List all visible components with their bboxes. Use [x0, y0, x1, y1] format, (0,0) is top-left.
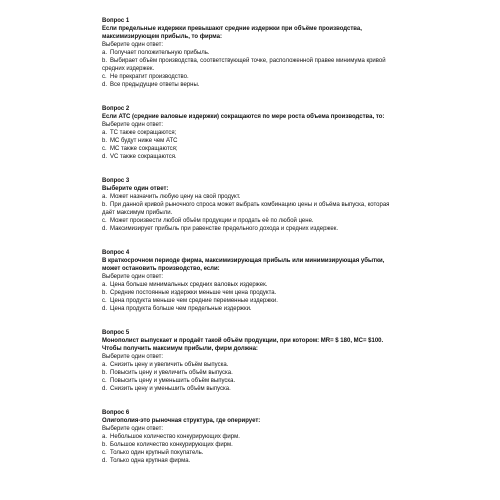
answer-prompt: Выберите один ответ: [102, 122, 164, 128]
option-text: Повысить цену и увеличить объём выпуска. [110, 370, 233, 376]
option-text: Не прекратит производство. [110, 74, 189, 80]
answer-prompt: Выберите один ответ: [102, 354, 164, 360]
option-letter: b. [102, 138, 108, 144]
answer-options [102, 361, 402, 393]
option-letter: c. [102, 74, 107, 80]
answer-option[interactable] [102, 49, 402, 57]
question-text: Монополист выпускает и продаёт такой объём продукции, при котором: MR= $ 180, MC= $100. Чтобы получить максимум прибыли, фирм должна: [102, 338, 384, 352]
answer-option[interactable] [102, 361, 402, 369]
option-text: Небольшое количество конкурирующих фирм. [110, 434, 240, 440]
question-number: Вопрос 5 [102, 330, 130, 336]
answer-option[interactable] [102, 297, 402, 305]
option-letter: c. [102, 298, 107, 304]
answer-option[interactable] [102, 377, 402, 385]
option-text: VC также сокращаются. [110, 154, 177, 160]
question-block [102, 329, 402, 393]
option-text: Цена больше минимальных средних валовых издержек. [110, 282, 268, 288]
option-letter: a. [102, 130, 108, 136]
answer-options [102, 129, 402, 161]
question-block [102, 17, 402, 89]
option-letter: a. [102, 50, 108, 56]
question-block [102, 409, 402, 465]
answer-option[interactable] [102, 433, 402, 441]
option-text: Может произвести любой объём продукции и продать её по любой цене. [110, 218, 314, 224]
option-text: Все предыдущие ответы верны. [110, 82, 200, 88]
option-letter: d. [102, 82, 108, 88]
question-text: Выберите один ответ: [102, 186, 169, 192]
option-letter: b. [102, 290, 108, 296]
option-letter: b. [102, 202, 108, 208]
question-text: В краткосрочном периоде фирма, максимизирующая прибыль или минимизирующая убытки, может остановить производство, если: [102, 258, 385, 272]
option-text: Выбирает объём производства, соответствующей точке, расположенной правее минимума кривой средних издержек. [102, 58, 386, 72]
answer-option[interactable] [102, 153, 402, 161]
answer-option[interactable] [102, 449, 402, 457]
option-text: Средние постоянные издержки меньше чем цена продукта. [110, 290, 277, 296]
answer-prompt: Выберите один ответ: [102, 274, 164, 280]
answer-option[interactable] [102, 281, 402, 289]
option-letter: d. [102, 154, 108, 160]
option-text: Цена продукта больше чем предельные издержки. [110, 306, 252, 312]
question-text: Если предельные издержки превышают средние издержки при объёме производства, максимизирующем прибыль, то фирма: [102, 26, 362, 40]
option-text: При данной кривой рыночного спроса может выбрать комбинацию цены и объёма выпуска, которая даёт максимум прибыли. [102, 202, 390, 216]
option-text: Цена продукта меньше чем средние переменные издержки. [110, 298, 278, 304]
answer-option[interactable] [102, 129, 402, 137]
option-text: MC также сокращаются; [110, 146, 178, 152]
option-letter: d. [102, 458, 108, 464]
question-number: Вопрос 2 [102, 106, 130, 112]
option-text: Большое количество конкурирующих фирм. [110, 442, 233, 448]
question-number: Вопрос 6 [102, 410, 130, 416]
answer-options [102, 193, 402, 233]
answer-option[interactable] [102, 57, 402, 73]
answer-option[interactable] [102, 193, 402, 201]
option-letter: b. [102, 442, 108, 448]
quiz-document [102, 17, 402, 481]
option-letter: b. [102, 58, 108, 64]
answer-options [102, 281, 402, 313]
answer-option[interactable] [102, 225, 402, 233]
option-text: Снизить цену и увеличить объём выпуска. [110, 362, 229, 368]
option-letter: c. [102, 450, 107, 456]
option-text: Только один крупный покупатель. [110, 450, 204, 456]
option-text: Может назначить любую цену на свой продукт. [110, 194, 241, 200]
option-text: Снизить цену и уменьшить объём выпуска. [110, 386, 231, 392]
answer-option[interactable] [102, 441, 402, 449]
option-letter: c. [102, 378, 107, 384]
option-text: Повысить цену и уменьшить объём выпуска. [110, 378, 236, 384]
option-text: Только одна крупная фирма. [110, 458, 191, 464]
option-text: Получает положительную прибыль. [110, 50, 210, 56]
answer-option[interactable] [102, 457, 402, 465]
question-block [102, 249, 402, 313]
answer-prompt: Выберите один ответ: [102, 426, 164, 432]
option-text: TC также сокращаются; [110, 130, 177, 136]
option-letter: d. [102, 306, 108, 312]
option-letter: a. [102, 194, 108, 200]
answer-options [102, 433, 402, 465]
answer-prompt: Выберите один ответ: [102, 42, 164, 48]
option-text: MC будут ниже чем ATC [110, 138, 178, 144]
answer-option[interactable] [102, 289, 402, 297]
question-block [102, 177, 402, 233]
answer-option[interactable] [102, 145, 402, 153]
answer-option[interactable] [102, 385, 402, 393]
option-letter: a. [102, 434, 108, 440]
question-number: Вопрос 4 [102, 250, 130, 256]
answer-option[interactable] [102, 369, 402, 377]
option-letter: a. [102, 282, 108, 288]
option-letter: c. [102, 146, 107, 152]
option-letter: c. [102, 218, 107, 224]
answer-options [102, 49, 402, 89]
answer-option[interactable] [102, 137, 402, 145]
question-text: Олигополия-это рыночная структура, где оперирует: [102, 418, 261, 424]
question-number: Вопрос 1 [102, 18, 130, 24]
answer-option[interactable] [102, 81, 402, 89]
answer-option[interactable] [102, 201, 402, 217]
option-text: Максимизирует прибыль при равенстве предельного дохода и средних издержек. [110, 226, 339, 232]
answer-option[interactable] [102, 73, 402, 81]
option-letter: a. [102, 362, 108, 368]
question-text: Если ATC (средние валовые издержки) сокращаются по мере роста объема производства, то: [102, 114, 385, 120]
question-block [102, 105, 402, 161]
option-letter: b. [102, 370, 108, 376]
answer-option[interactable] [102, 217, 402, 225]
answer-option[interactable] [102, 305, 402, 313]
question-number: Вопрос 3 [102, 178, 130, 184]
option-letter: d. [102, 386, 108, 392]
option-letter: d. [102, 226, 108, 232]
